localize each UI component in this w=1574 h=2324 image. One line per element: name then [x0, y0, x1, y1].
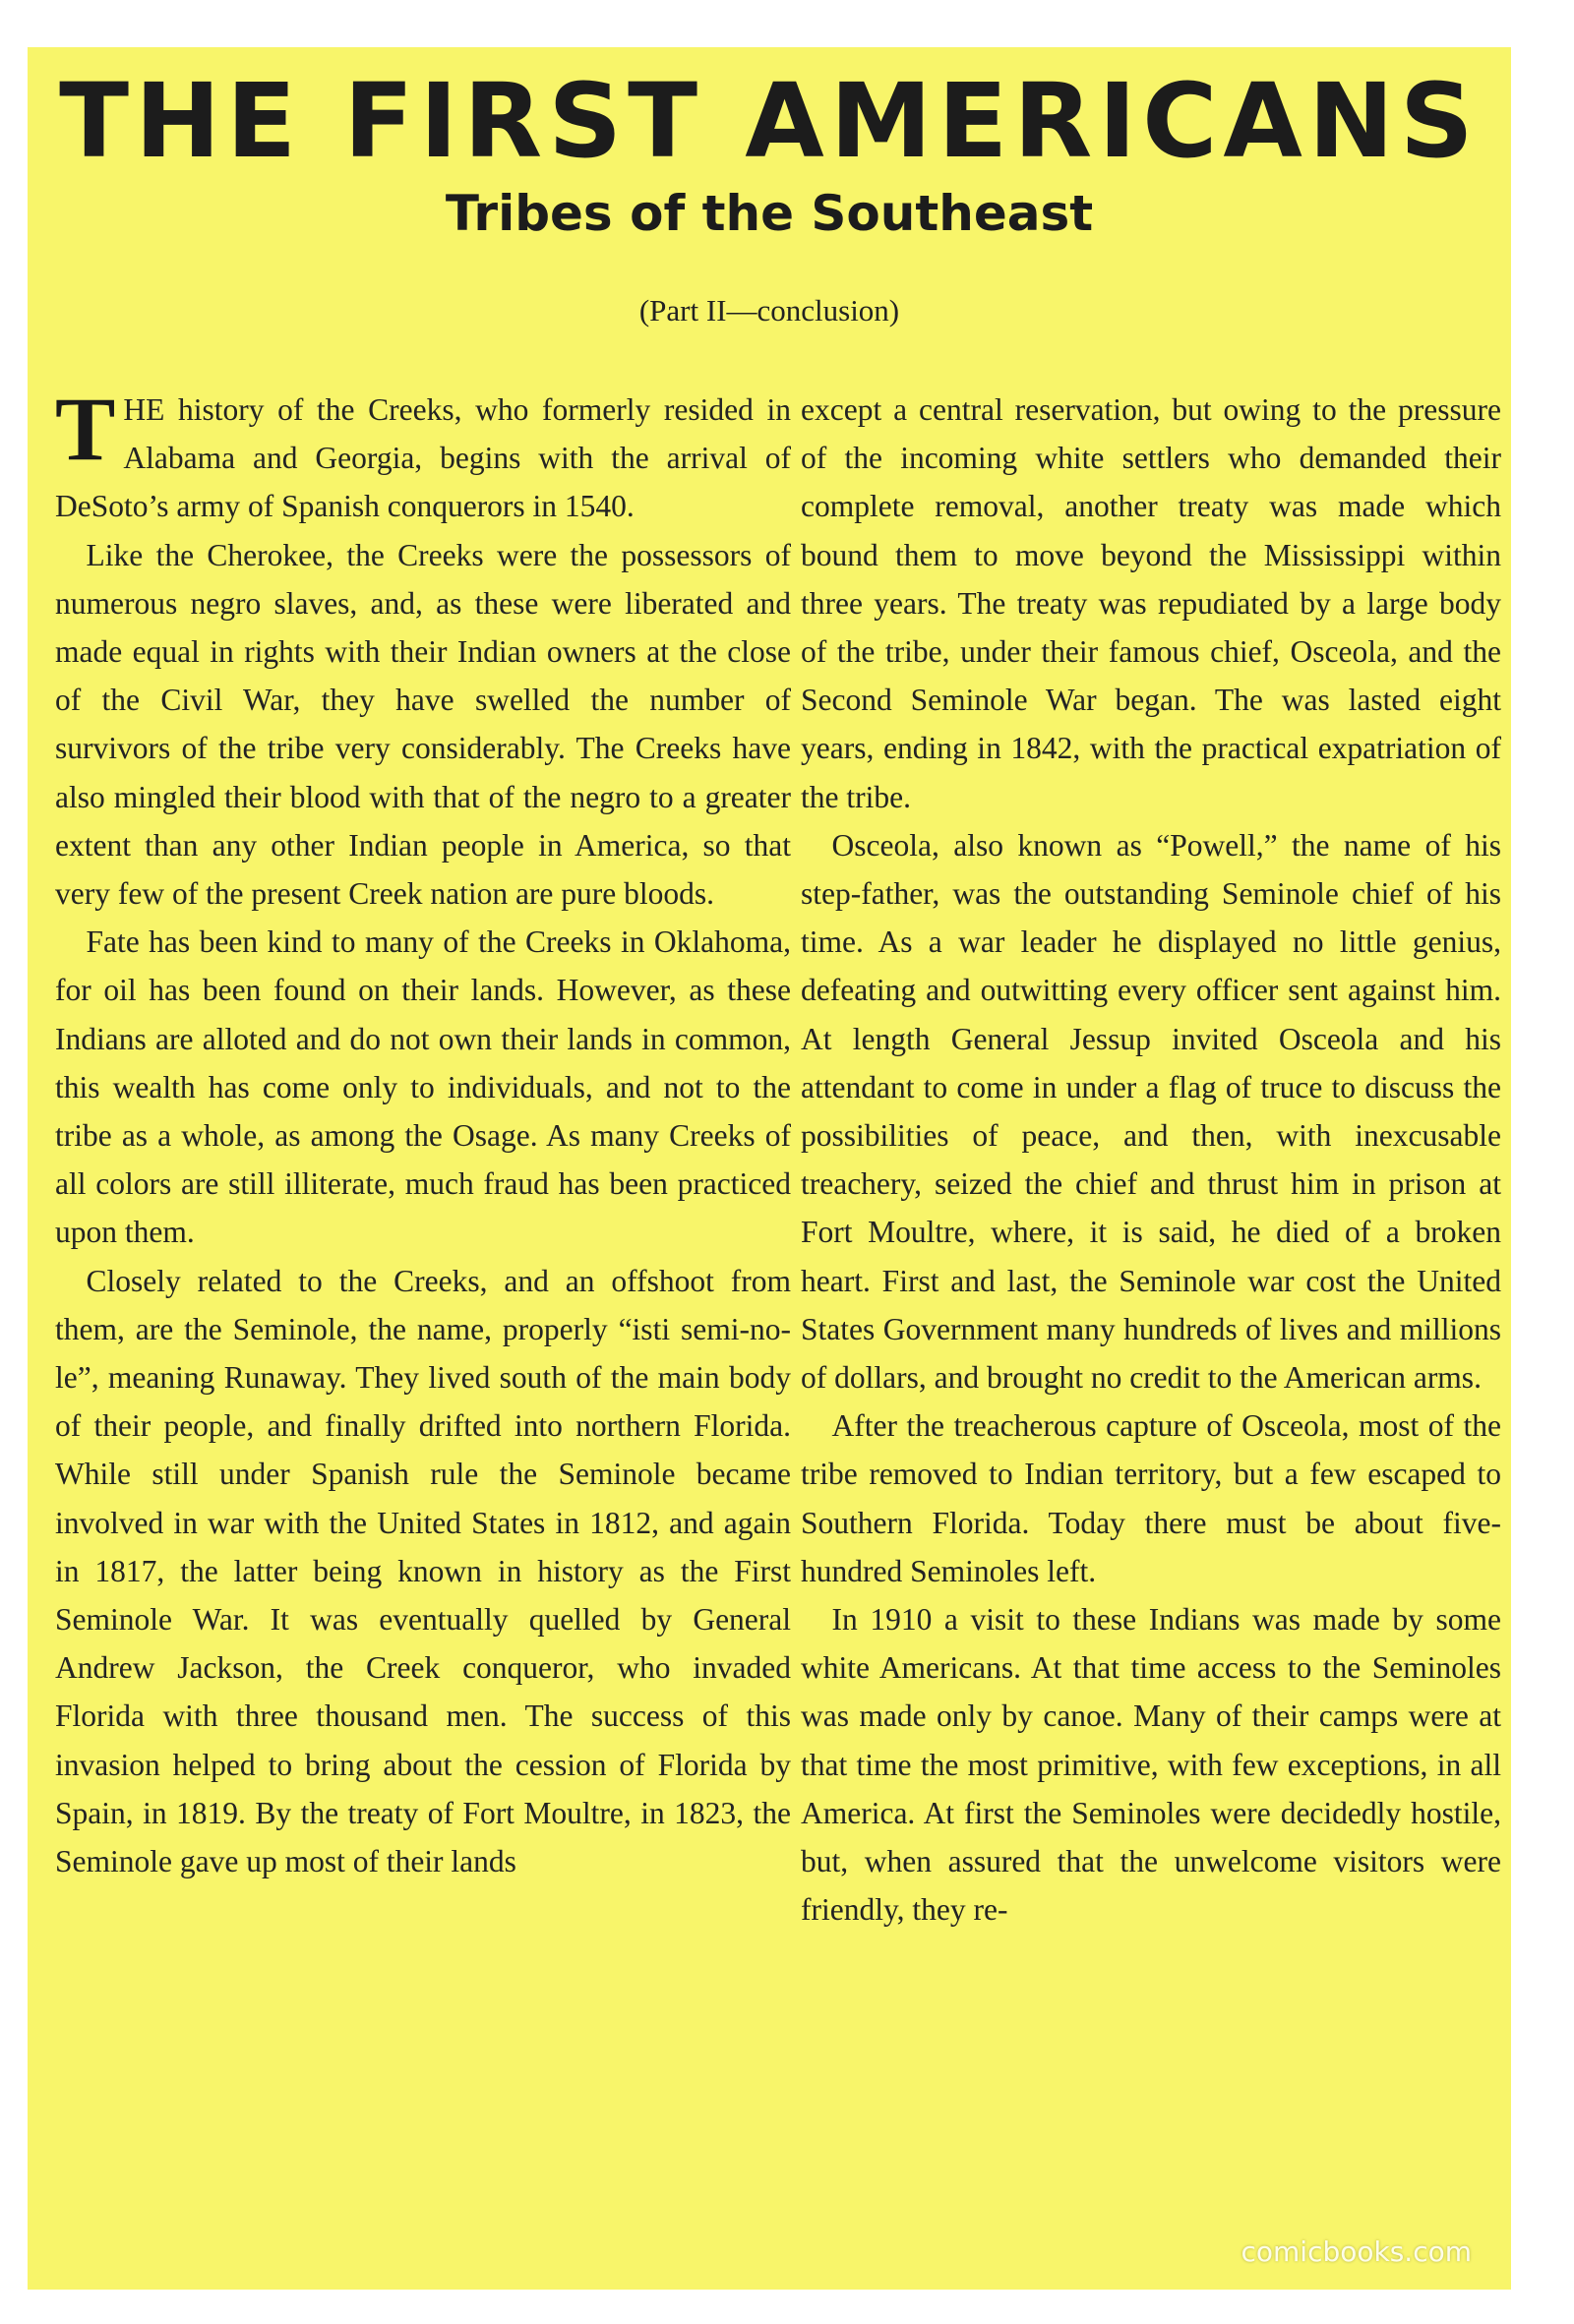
article-column-right: [801, 386, 1501, 1935]
page-subtitle: Tribes of the Southeast: [445, 185, 1094, 242]
page-title: THE FIRST AMERICANS: [59, 61, 1480, 181]
article-paragraph-3: Fate has been kind to many of the Creeks in Oklahoma, for oil has been found on their lands. However, as these Indians are alloted and do not own their lands in common, this wealth has come only to individuals, and not to the tribe as a whole, as among the Osage. As many Creeks of all colors are still illiterate, much fraud has been practiced upon them.: [55, 924, 791, 1250]
drop-cap: T: [55, 379, 116, 479]
watermark: comicbooks.com: [1241, 2235, 1472, 2268]
article-paragraph-6: After the treacherous capture of Osceola, most of the tribe removed to Indian territory, but a few escaped to Southern Florida. Today there must be about five-hundred Seminoles left.: [801, 1408, 1501, 1588]
article-paragraph-4: Closely related to the Creeks, and an offshoot from them, are the Seminole, the name, properly “isti semi-no-le”, meaning Runaway. They lived south of the main body of their people, and finally drifted into northern Florida. While still under Spanish rule the Seminole became involved in war with the United States in 1812, and again in 1817, the latter being known in history as the First Seminole War. It was eventually quelled by General Andrew Jackson, the Creek conqueror, who invaded Florida with three thousand men. The success of this invasion helped to bring about the cession of Florida by Spain, in 1819. By the treaty of Fort Moultre, in 1823, the Seminole gave up most of their lands: [55, 1263, 791, 1879]
first-paragraph-text: HE history of the Creeks, who formerly resided in Alabama and Georgia, begins with the arrival of DeSoto’s army of Spanish conquerors in 1540.: [55, 392, 791, 524]
article-paragraph-1: [55, 379, 791, 531]
article-paragraph-continuation: except a central reservation, but owing to the pressure of the incoming white settlers who demanded their complete removal, another treaty was made which bound them to move beyond the Mississippi within three years. The treaty was repudiated by a large body of the tribe, under their famous chief, Osceola, and the Second Seminole War began. The was lasted eight years, ending in 1842, with the practical expatriation of the tribe.: [801, 392, 1501, 814]
article-paragraph-5: Osceola, also known as “Powell,” the name of his step-father, was the outstanding Seminole chief of his time. As a war leader he displayed no little genius, defeating and outwitting every officer sent against him. At length General Jessup invited Osceola and his attendant to come in under a flag of truce to discuss the possibilities of peace, and then, with inexcusable treachery, seized the chief and thrust him in prison at Fort Moultre, where, it is said, he died of a broken heart. First and last, the Seminole war cost the United States Government many hundreds of lives and millions of dollars, and brought no credit to the American arms.: [801, 827, 1501, 1396]
part-label: (Part II—conclusion): [638, 293, 900, 328]
article-column-left: [55, 379, 791, 1885]
magazine-page: [28, 47, 1511, 2290]
article-paragraph-2: Like the Cherokee, the Creeks were the possessors of numerous negro slaves, and, as these were liberated and made equal in rights with their Indian owners at the close of the Civil War, they have swelled the number of survivors of the tribe very considerably. The Creeks have also mingled their blood with that of the negro to a greater extent than any other Indian people in America, so that very few of the present Creek nation are pure bloods.: [55, 537, 791, 912]
article-paragraph-7: In 1910 a visit to these Indians was made by some white Americans. At that time access to the Seminoles was made only by canoe. Many of their camps were at that time the most primitive, with few exceptions, in all America. At first the Seminoles were decidedly hostile, but, when assured that the unwelcome visitors were friendly, they re-: [801, 1602, 1501, 1928]
